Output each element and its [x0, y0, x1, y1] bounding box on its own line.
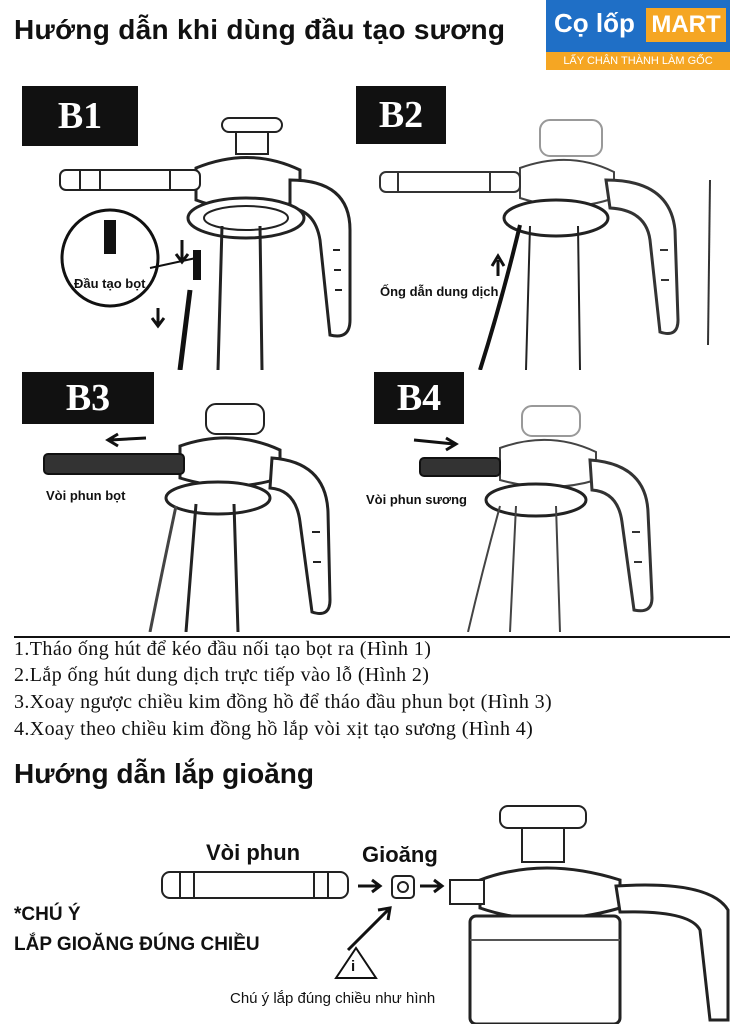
callout-mist-nozzle: Vòi phun sương	[366, 492, 467, 507]
page-title: Hướng dẫn khi dùng đầu tạo sương	[14, 14, 506, 45]
note-warning-heading: *CHÚ Ý	[14, 904, 81, 925]
nozzle-label: Vòi phun	[206, 840, 301, 865]
logo-top	[546, 0, 730, 50]
logo-brand-mart: MART	[646, 8, 726, 42]
sprayer-illustration-b1	[0, 80, 370, 370]
callout-foam-nozzle: Vòi phun bọt	[46, 488, 126, 503]
note-warning-text: LẮP GIOĂNG ĐÚNG CHIỀU	[14, 934, 260, 955]
step-badge-b2: B2	[356, 86, 446, 144]
step-badge-b4: B4	[374, 372, 464, 424]
callout-foam-head: Đầu tạo bọt	[74, 276, 146, 291]
callout-solution-tube: Ống dẫn dung dịch	[380, 284, 499, 299]
step-badge-b3: B3	[22, 372, 154, 424]
gasket-caption: Chú ý lắp đúng chiều như hình	[230, 990, 436, 1007]
brand-logo	[546, 0, 730, 70]
logo-slogan: LẤY CHÂN THÀNH LÀM GỐC	[546, 52, 730, 70]
sprayer-illustration-b2	[370, 80, 730, 370]
gasket-label: Gioăng	[362, 842, 438, 867]
step-3: 3.Xoay ngược chiều kim đồng hồ để tháo đầu phun bọt (Hình 3)	[14, 691, 553, 713]
gasket-section-title: Hướng dẫn lắp gioăng	[14, 758, 314, 789]
step-badge-b1: B1	[22, 86, 138, 146]
step-1: 1.Tháo ống hút để kéo đầu nối tạo bọt ra (Hình 1)	[14, 638, 432, 660]
warning-icon: i	[351, 958, 356, 975]
step-2: 2.Lắp ống hút dung dịch trực tiếp vào lỗ (Hình 2)	[14, 664, 430, 686]
step-4: 4.Xoay theo chiều kim đồng hồ lắp vòi xịt tạo sương (Hình 4)	[14, 718, 534, 740]
logo-brand-text: Cọ lốp	[554, 8, 635, 38]
